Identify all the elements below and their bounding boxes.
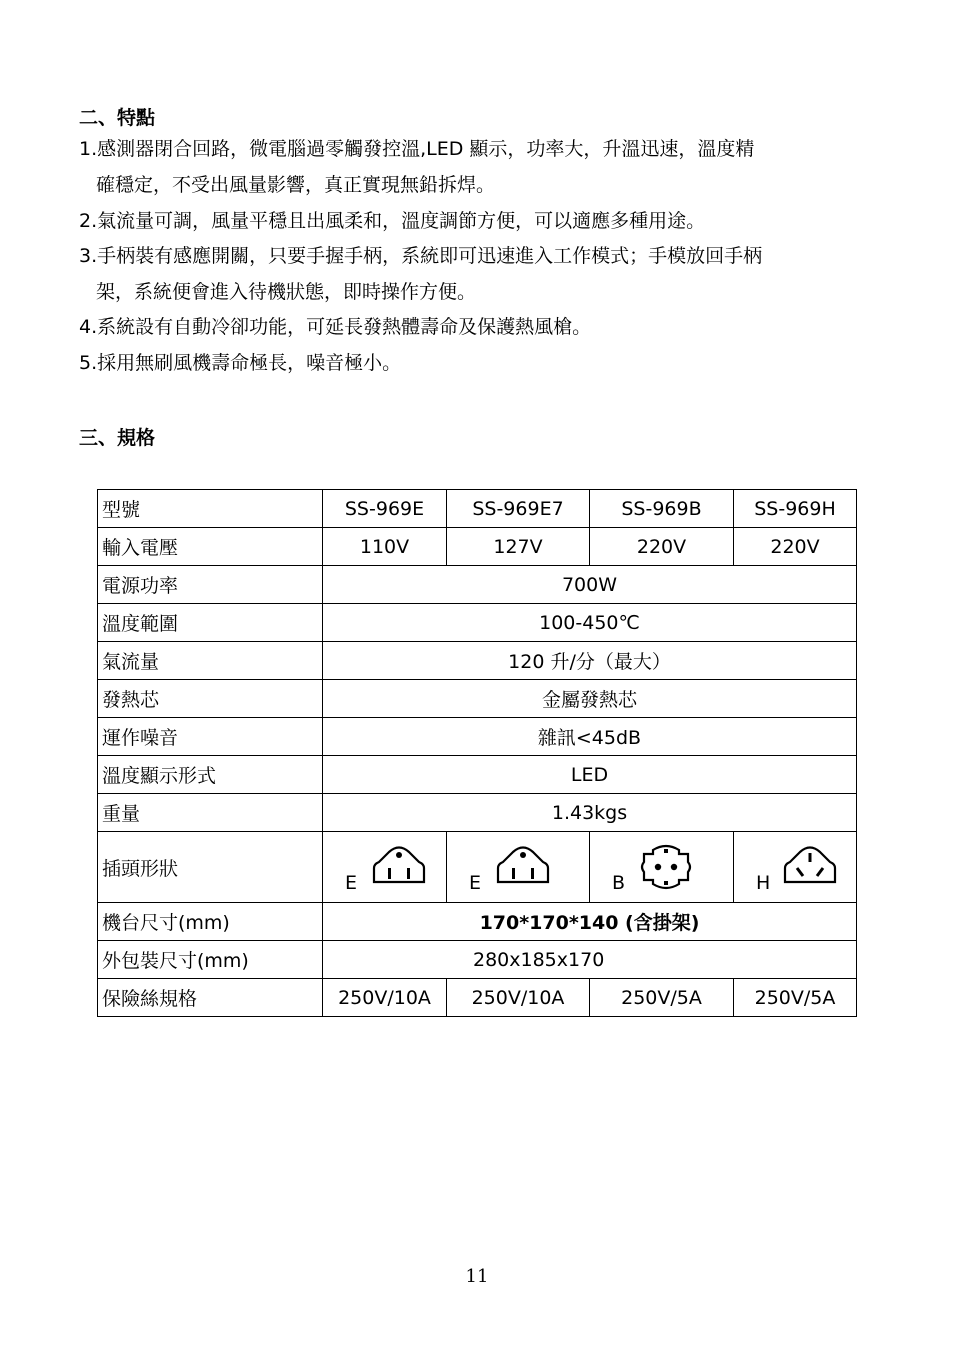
table-row [98,490,857,528]
spec-table [97,489,857,1017]
model-cell: SS-969E [323,490,447,528]
fuse-cell: 250V/5A [734,979,857,1017]
row-label: 輸入電壓 [98,528,323,566]
noise-value: 雜訊<45dB [323,718,857,756]
voltage-cell: 110V [323,528,447,566]
table-row [98,528,857,566]
row-label: 溫度顯示形式 [98,756,323,794]
feature-line: 3.手柄裝有感應開關，只要手握手柄，系統即可迅速進入工作模式；手模放回手柄 [79,245,763,267]
row-label: 保險絲規格 [98,979,323,1017]
fuse-cell: 250V/10A [447,979,590,1017]
voltage-cell: 220V [590,528,734,566]
table-row [98,794,857,832]
model-cell: SS-969H [734,490,857,528]
package-size-value: 280x185x170 [323,941,857,979]
row-label: 外包裝尺寸(mm) [98,941,323,979]
weight-value: 1.43kgs [323,794,857,832]
feature-line: 4.系統設有自動冷卻功能，可延長發熱體壽命及保護熱風槍。 [79,316,592,338]
row-label: 型號 [98,490,323,528]
feature-line: 1.感測器閉合回路，微電腦過零觸發控溫,LED 顯示，功率大，升溫迅速，溫度精 [79,138,755,160]
power-value: 700W [323,566,857,604]
airflow-value: 120 升/分（最大） [323,642,857,680]
feature-item-5 [79,345,909,381]
section-title-features: 二、特點 [79,107,156,129]
row-label: 插頭形狀 [98,832,323,903]
row-label: 發熱芯 [98,680,323,718]
feature-item-1 [79,131,909,203]
row-label: 運作噪音 [98,718,323,756]
plug-cell [447,832,590,903]
plug-letter: E [469,872,482,894]
feature-line: 2.氣流量可調，風量平穩且出風柔和，溫度調節方便，可以適應多種用途。 [79,210,706,232]
plug-cell [323,832,447,903]
row-label: 電源功率 [98,566,323,604]
plug-type-e-icon [371,844,427,886]
row-label: 溫度範圍 [98,604,323,642]
plug-letter: B [612,872,626,894]
feature-item-4 [79,309,909,345]
table-row [98,832,857,903]
feature-line-continued: 架，系統便會進入待機狀態，即時操作方便。 [96,281,477,303]
table-row [98,642,857,680]
plug-cell [734,832,857,903]
row-label: 氣流量 [98,642,323,680]
plug-letter: H [756,872,771,894]
fuse-cell: 250V/10A [323,979,447,1017]
table-row [98,604,857,642]
display-value: LED [323,756,857,794]
feature-line-continued: 確穩定，不受出風量影響，真正實現無鉛拆焊。 [96,174,496,196]
feature-item-3 [79,238,909,310]
section-title-specs: 三、規格 [79,427,156,449]
table-row [98,756,857,794]
plug-letter: E [345,872,358,894]
plug-type-b-icon [638,844,694,890]
fuse-cell: 250V/5A [590,979,734,1017]
plug-type-h-icon [782,844,838,886]
feature-line: 5.採用無刷風機壽命極長，噪音極小。 [79,352,402,374]
table-row [98,941,857,979]
plug-cell [590,832,734,903]
page-number: 11 [465,1266,489,1287]
table-row [98,979,857,1017]
model-cell: SS-969E7 [447,490,590,528]
temp-value: 100-450℃ [323,604,857,642]
table-row [98,566,857,604]
row-label: 機台尺寸(mm) [98,903,323,941]
voltage-cell: 220V [734,528,857,566]
table-row [98,718,857,756]
table-row [98,903,857,941]
machine-size-value: 170*170*140 (含掛架) [323,903,857,941]
plug-type-e-icon [495,844,551,886]
row-label: 重量 [98,794,323,832]
table-row [98,680,857,718]
feature-item-2 [79,203,909,239]
model-cell: SS-969B [590,490,734,528]
heater-value: 金屬發熱芯 [323,680,857,718]
voltage-cell: 127V [447,528,590,566]
